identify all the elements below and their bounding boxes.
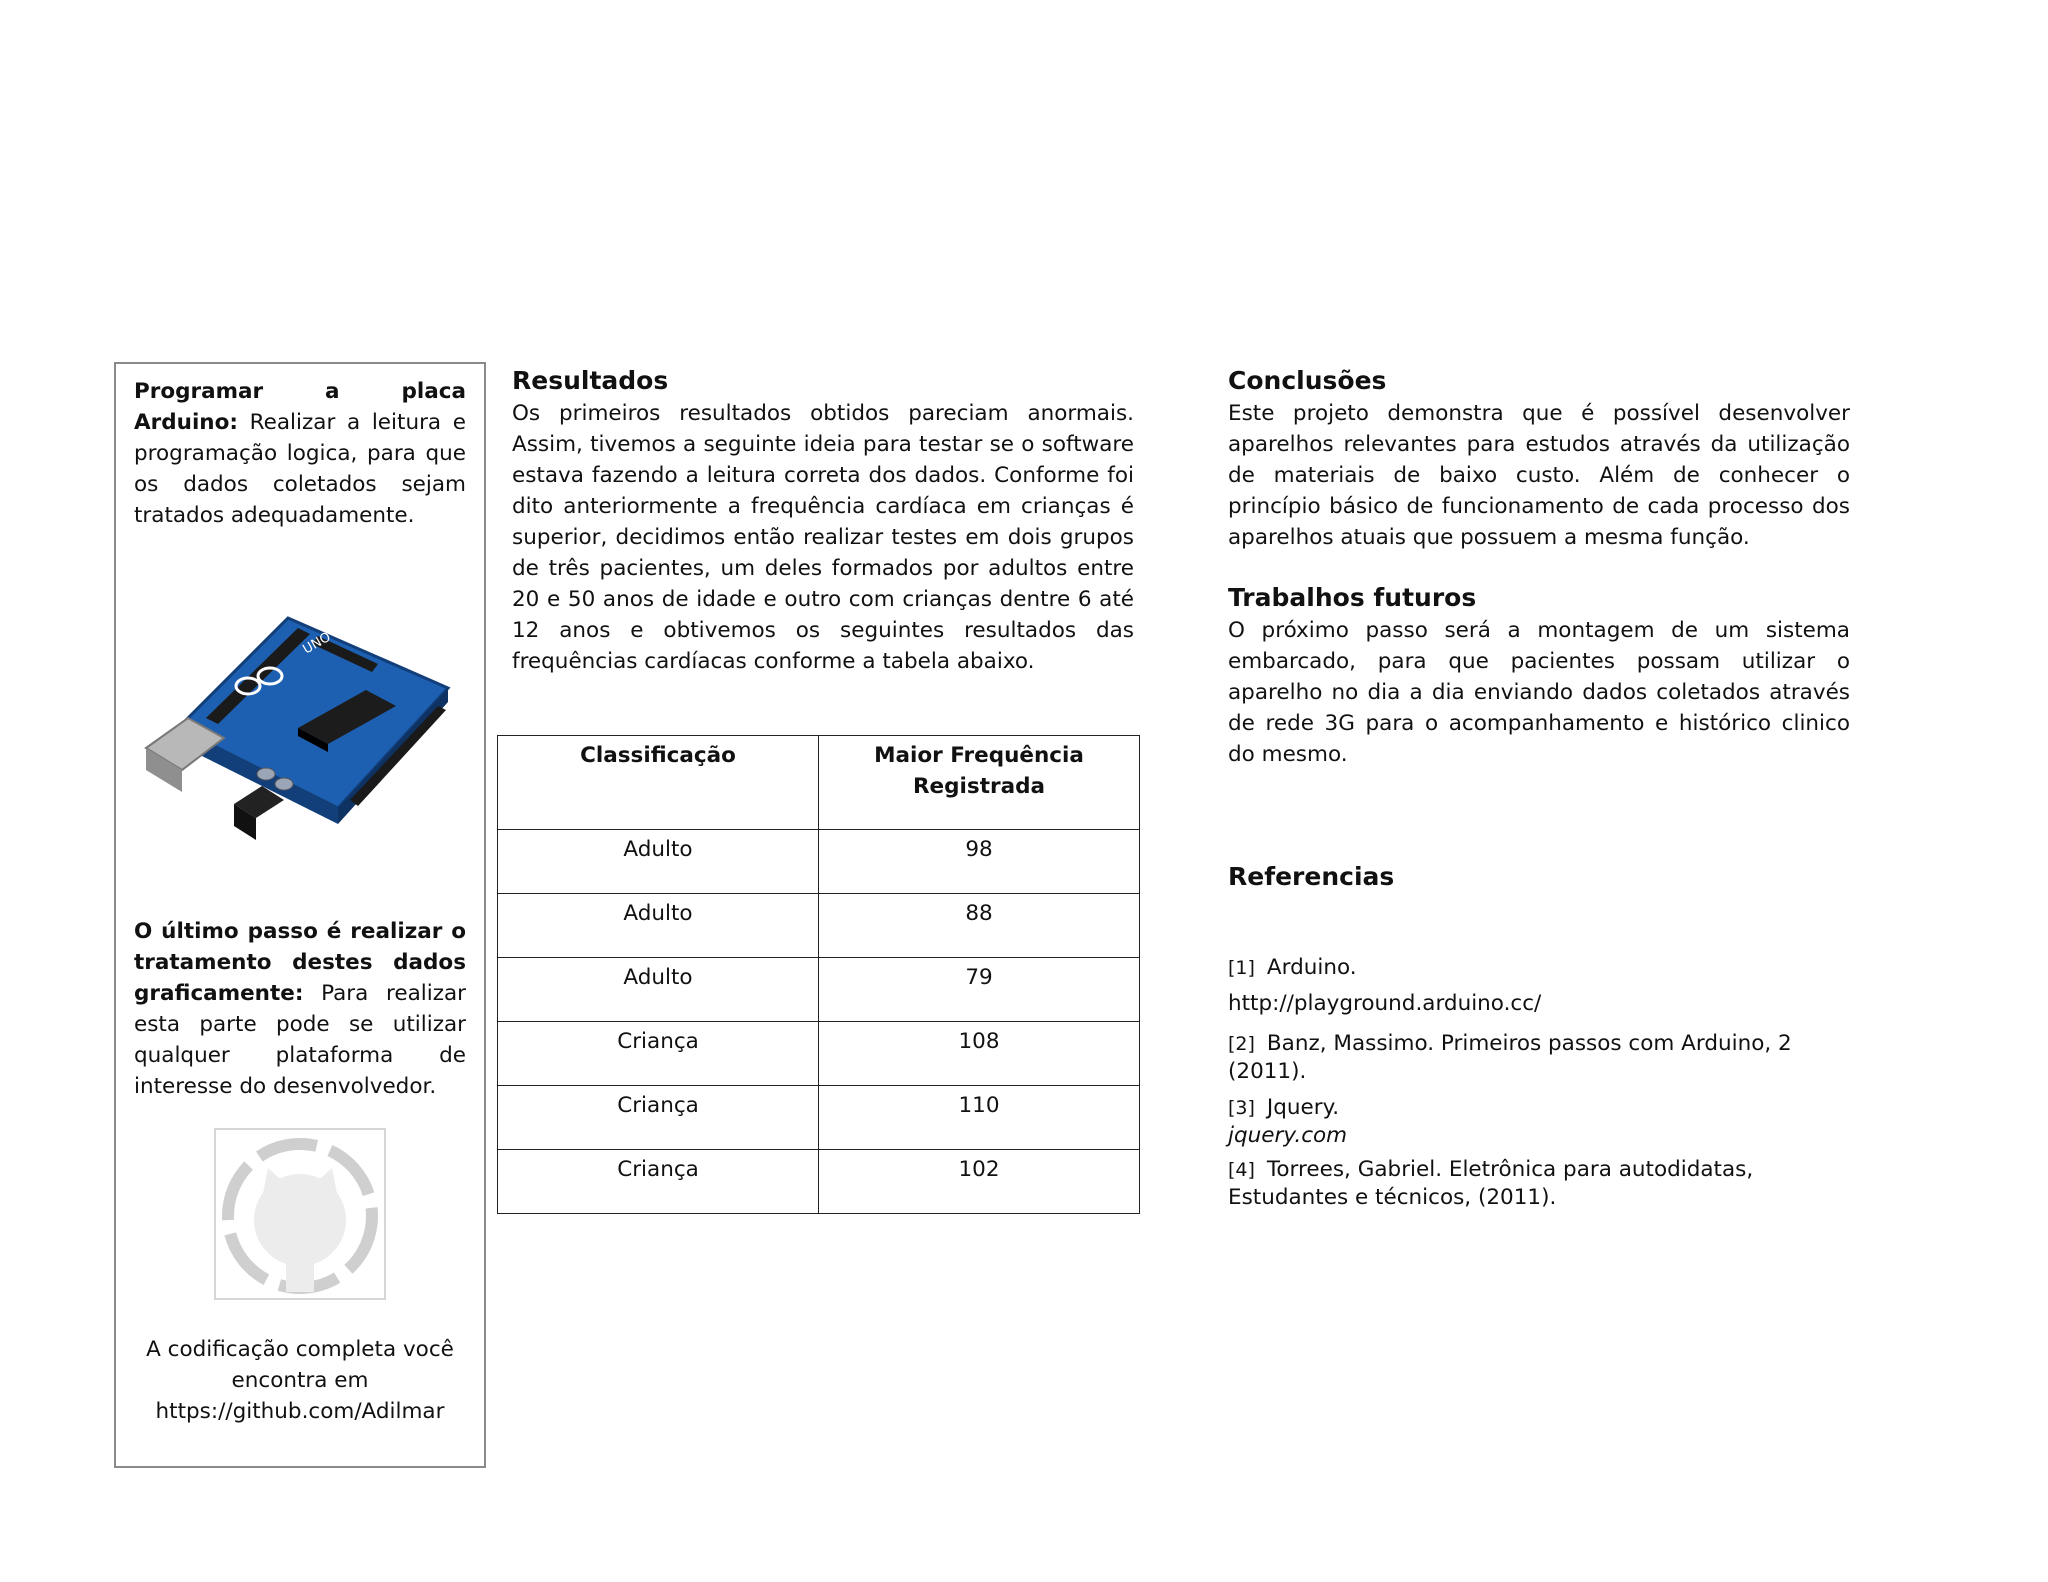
- table-cell: 98: [819, 830, 1140, 894]
- reference-item: [1228, 1030, 1850, 1085]
- table-row: [498, 1086, 1140, 1150]
- reference-text: Banz, Massimo. Primeiros passos com Arduino, 2 (2011).: [1228, 1031, 1792, 1084]
- references-heading: Referencias: [1228, 862, 1395, 891]
- table-cell: Criança: [498, 1086, 819, 1150]
- table-cell: Adulto: [498, 894, 819, 958]
- github-url: https://github.com/Adilmar: [155, 1399, 445, 1424]
- table-cell: 108: [819, 1022, 1140, 1086]
- reference-item: [1228, 1094, 1850, 1149]
- table-cell: Adulto: [498, 830, 819, 894]
- reference-text: Torrees, Gabriel. Eletrônica para autodidatas, Estudantes e técnicos, (2011).: [1228, 1157, 1754, 1210]
- code-note-line: encontra em: [231, 1368, 369, 1393]
- table-header-row: [498, 736, 1140, 830]
- future-work-heading: Trabalhos futuros: [1228, 583, 1477, 612]
- table-cell: Criança: [498, 1150, 819, 1214]
- reference-url[interactable]: http://playground.arduino.cc/: [1228, 991, 1542, 1016]
- reference-number: [2]: [1228, 1033, 1255, 1055]
- step-graphics-title: O último passo é realizar o tratamento destes dados graficamente:: [134, 919, 466, 1006]
- conclusions-text: Este projeto demonstra que é possível desenvolver aparelhos relevantes para estudos através da utilização de materiais de baixo custo. Além de conhecer o princípio básico de funcionamento de cada processo dos aparelhos atuais que possuem a mesma função.: [1228, 401, 1850, 550]
- reference-link[interactable]: [1228, 990, 1850, 1017]
- table-cell: 110: [819, 1086, 1140, 1150]
- step-graphics-text: Para realizar esta parte pode se utilizar qualquer plataforma de interesse do desenvolvedor.: [134, 981, 466, 1099]
- reference-text: Arduino.: [1266, 955, 1357, 980]
- table-cell: 102: [819, 1150, 1140, 1214]
- github-logo-image: [214, 1128, 386, 1300]
- octocat-neck: [286, 1248, 314, 1292]
- results-text: Os primeiros resultados obtidos pareciam anormais. Assim, tivemos a seguinte ideia para testar se o software estava fazendo a leitura correta dos dados. Conforme foi dito anteriormente a frequência cardíaca em crianças é superior, decidimos então realizar testes em dois grupos de três pacientes, um deles formados por adultos entre 20 e 50 anos de idade e outro com crianças dentre 6 até 12 anos e obtivemos os seguintes resultados das frequências cardíacas conforme a tabela abaixo.: [512, 401, 1134, 674]
- conclusions-heading: Conclusões: [1228, 366, 1387, 395]
- table-row: [498, 958, 1140, 1022]
- table-cell: 79: [819, 958, 1140, 1022]
- arduino-board-image: [138, 578, 458, 848]
- capacitor: [275, 778, 293, 790]
- step-program-text: Realizar a leitura e programação logica, para que os dados coletados sejam tratados adequadamente.: [134, 410, 466, 528]
- table-row: [498, 830, 1140, 894]
- table-row: [498, 894, 1140, 958]
- results-heading: Resultados: [512, 366, 669, 395]
- step-program-title: Programar a placa Arduino:: [134, 379, 466, 435]
- table-row: [498, 1022, 1140, 1086]
- step-graphics: [134, 916, 466, 1102]
- table-cell: Criança: [498, 1022, 819, 1086]
- table-header-frequency: Maior Frequência Registrada: [819, 736, 1140, 830]
- reference-number: [3]: [1228, 1097, 1255, 1119]
- capacitor: [257, 768, 275, 780]
- reference-item: [1228, 1156, 1850, 1211]
- reference-number: [4]: [1228, 1159, 1255, 1181]
- table-cell: 88: [819, 894, 1140, 958]
- code-note-line: A codificação completa você: [146, 1337, 454, 1362]
- reference-text: Jquery.: [1266, 1095, 1340, 1120]
- future-work-text: O próximo passo será a montagem de um sistema embarcado, para que pacientes possam utilizar o aparelho no dia a dia enviando dados coletados através de rede 3G para o acompanhamento e histórico clinico do mesmo.: [1228, 618, 1850, 767]
- reference-url[interactable]: jquery.com: [1228, 1123, 1348, 1148]
- step-program-arduino: [134, 376, 466, 531]
- table-row: [498, 1150, 1140, 1214]
- table-cell: Adulto: [498, 958, 819, 1022]
- code-link-note: [134, 1334, 466, 1427]
- results-table: [497, 735, 1140, 1214]
- reference-number: [1]: [1228, 957, 1255, 979]
- reference-item: [1228, 954, 1850, 982]
- board-uno-label: UNO: [300, 629, 334, 658]
- table-header-classification: Classificação: [498, 736, 819, 830]
